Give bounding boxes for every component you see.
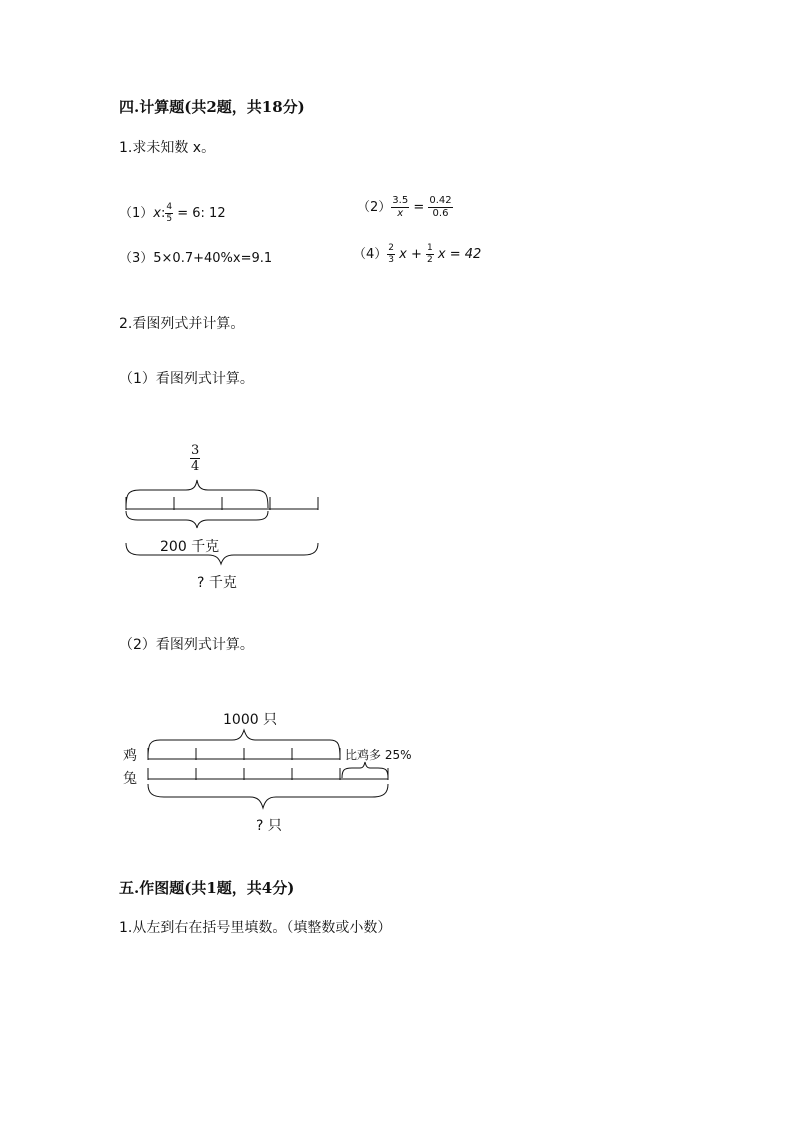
whole-brace	[126, 543, 318, 564]
equation-1-rhs: = 6: 12	[177, 206, 226, 221]
fraction-three-quarters: $\frac{3}{4}$	[191, 443, 200, 474]
question-2-prompt: 2.看图列式并计算。	[119, 316, 245, 332]
label-1000: 1000 只	[223, 712, 278, 728]
top-brace-3-4	[126, 480, 268, 508]
sub-question-2-prompt: （2）看图列式计算。	[119, 637, 254, 653]
extra-brace	[342, 762, 388, 778]
label-more-than-chicken: 比鸡多 25%	[345, 748, 412, 762]
question-1-prompt: 1.求未知数 x。	[119, 140, 216, 156]
equation-1-colon: :	[160, 206, 166, 221]
equation-4-fraction-1: $\frac{2}{3}$	[388, 243, 395, 265]
sub-question-1-prompt: （1）看图列式计算。	[119, 371, 254, 387]
section-5-question-1-prompt: 1.从左到右在括号里填数。（填整数或小数）	[119, 920, 392, 936]
rabbit-total-brace	[148, 784, 388, 808]
equation-2-label: （2）	[357, 200, 392, 215]
label-200-kg: 200 千克	[160, 539, 220, 555]
section-4-title: 四.计算题(共2题，共18分)	[119, 98, 305, 116]
section-5-title: 五.作图题(共1题，共4分)	[119, 879, 295, 897]
equation-3: （3）5×0.7+40%x=9.1	[119, 251, 273, 266]
label-question-kg: ? 千克	[197, 575, 237, 591]
equation-4-fraction-2: $\frac{1}{2}$	[427, 243, 433, 265]
equation-4-term-2: x = 42	[437, 247, 482, 262]
equation-2-left-fraction: $\frac{3.5}{x}$	[392, 195, 409, 219]
equation-1-label: （1）	[119, 206, 154, 221]
label-rabbit: 兔	[123, 771, 137, 787]
bottom-brace-3-parts	[126, 511, 268, 528]
equation-1-var: x	[153, 206, 161, 221]
equation-2-eq: =	[413, 200, 425, 215]
equation-4-label: （4）	[353, 247, 388, 262]
label-question-count: ? 只	[256, 818, 282, 834]
equation-2-right-fraction: $\frac{0.42}{0.6}$	[429, 195, 452, 219]
equation-1-fraction: $\frac{4}{5}$	[166, 202, 173, 224]
equation-4-term-1: x +	[399, 247, 422, 262]
label-chicken: 鸡	[123, 748, 137, 764]
